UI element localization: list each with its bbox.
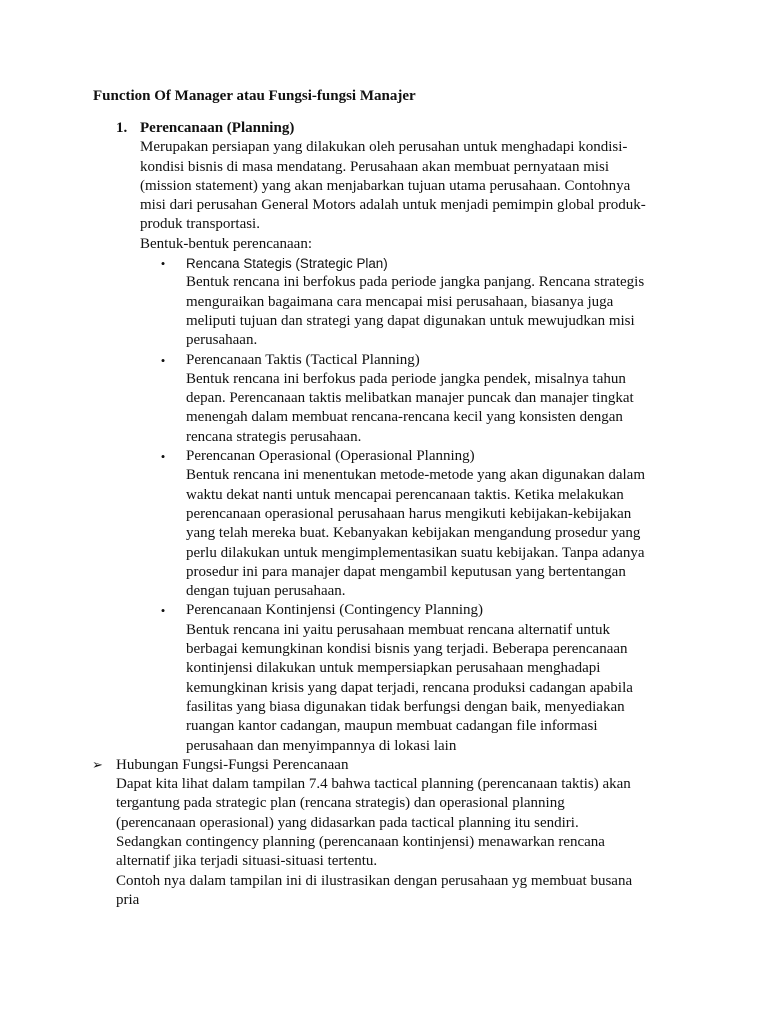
item-line: fasilitas yang biasa digunakan tidak berfungsi dengan baik, menyediakan xyxy=(186,698,625,715)
section-heading xyxy=(116,119,676,138)
item-line: Bentuk rencana ini berfokus pada periode jangka pendek, misalnya tahun xyxy=(186,370,626,387)
list-item-tactical xyxy=(140,351,676,447)
bullet-icon: • xyxy=(160,603,166,619)
item-line: depan. Perencanaan taktis melibatkan manajer puncak dan manajer tingkat xyxy=(186,390,634,407)
relation-line: Sedangkan contingency planning (perencanaan kontinjensi) menawarkan rencana xyxy=(116,833,605,850)
item-line: perencanaan operasional perusahaan harus mengikuti kebijakan-kebijakan xyxy=(186,505,632,522)
item-line: perusahaan dan menyimpannya di lokasi lain xyxy=(186,737,457,754)
item-line: Bentuk rencana ini berfokus pada periode jangka panjang. Rencana strategis xyxy=(186,274,645,291)
relation-line: Contoh nya dalam tampilan ini di ilustrasikan dengan perusahaan yg membuat busana xyxy=(116,872,633,889)
item-line: prosedur ini para manajer dapat mengambil keputusan yang bertentangan xyxy=(186,563,626,580)
intro-line: Merupakan persiapan yang dilakukan oleh perusahan untuk menghadapi kondisi- xyxy=(140,139,628,156)
item-line: ruangan kantor cadangan, maupun membuat cadangan file informasi xyxy=(186,718,598,735)
item-line: yang telah mereka buat. Kebanyakan kebijakan mengandung prosedur yang xyxy=(186,525,641,542)
item-line: meliputi tujuan dan strategi yang dapat digunakan untuk mewujudkan misi xyxy=(186,312,635,329)
relation-line: Dapat kita lihat dalam tampilan 7.4 bahwa tactical planning (perencanaan taktis) akan xyxy=(116,776,631,793)
section-number: 1. xyxy=(116,120,128,136)
item-line: rencana strategis perusahaan. xyxy=(186,428,362,445)
section-planning xyxy=(92,119,676,910)
forms-label: Bentuk-bentuk perencanaan: xyxy=(140,235,313,252)
relation-line: (perencanaan operasional) yang didasarkan pada tactical planning itu sendiri. xyxy=(116,814,579,831)
intro-paragraph xyxy=(140,138,676,254)
intro-line: kondisi bisnis di masa mendatang. Perusahaan akan membuat pernyataan misi xyxy=(140,158,610,175)
item-line: perusahaan. xyxy=(186,332,258,349)
list-item-operational xyxy=(140,447,676,601)
bullet-icon: • xyxy=(160,449,166,465)
item-title: Rencana Stategis (Strategic Plan) xyxy=(186,256,388,272)
planning-types-list xyxy=(140,254,676,756)
item-line: waktu dekat nanti untuk mencapai perencanaan taktis. Ketika melakukan xyxy=(186,486,624,503)
item-line: kemungkinan krisis yang dapat terjadi, rencana produksi cadangan apabila xyxy=(186,679,633,696)
list-item-contingency xyxy=(140,601,676,755)
item-line: dengan tujuan perusahaan. xyxy=(186,583,346,600)
item-title: Perencanaan Kontinjensi (Contingency Planning) xyxy=(186,602,484,619)
item-line: berbagai kemungkinan kondisi bisnis yang terjadi. Beberapa perencanaan xyxy=(186,641,628,658)
relation-line: pria xyxy=(116,891,140,908)
intro-line: produk transportasi. xyxy=(140,216,260,233)
arrow-bullet-icon: ➢ xyxy=(92,757,103,773)
section-title: Perencanaan (Planning) xyxy=(140,120,295,136)
intro-line: (mission statement) yang akan menjabarkan tujuan utama perusahaan. Contohnya xyxy=(140,177,631,194)
item-title: Perencanaan Taktis (Tactical Planning) xyxy=(186,351,420,368)
item-line: menengah dalam membuat rencana-rencana kecil yang konsisten dengan xyxy=(186,409,623,426)
item-title: Perencanan Operasional (Operasional Planning) xyxy=(186,448,475,465)
bullet-icon: • xyxy=(160,352,166,368)
relation-line: alternatif jika terjadi situasi-situasi tertentu. xyxy=(116,853,378,870)
item-line: menguraikan bagaimana cara mencapai misi perusahaan, biasanya juga xyxy=(186,293,614,310)
relation-item xyxy=(92,756,676,910)
intro-line: misi dari perusahan General Motors adalah untuk menjadi pemimpin global produk- xyxy=(140,197,646,214)
bullet-icon: • xyxy=(160,256,166,272)
item-line: kontinjensi dilakukan untuk mempersiapkan perusahaan menghadapi xyxy=(186,660,601,677)
list-item-strategic xyxy=(140,254,676,350)
relation-line: tergantung pada strategic plan (rencana strategis) dan operasional planning xyxy=(116,795,565,812)
item-line: perlu dilakukan untuk mengimplementasikan suatu kebijakan. Tanpa adanya xyxy=(186,544,645,561)
item-line: Bentuk rencana ini menentukan metode-metode yang akan digunakan dalam xyxy=(186,467,646,484)
document-title: Function Of Manager atau Fungsi-fungsi Manajer xyxy=(93,88,416,104)
relation-title: Hubungan Fungsi-Fungsi Perencanaan xyxy=(116,756,349,773)
item-line: Bentuk rencana ini yaitu perusahaan membuat rencana alternatif untuk xyxy=(186,621,610,638)
